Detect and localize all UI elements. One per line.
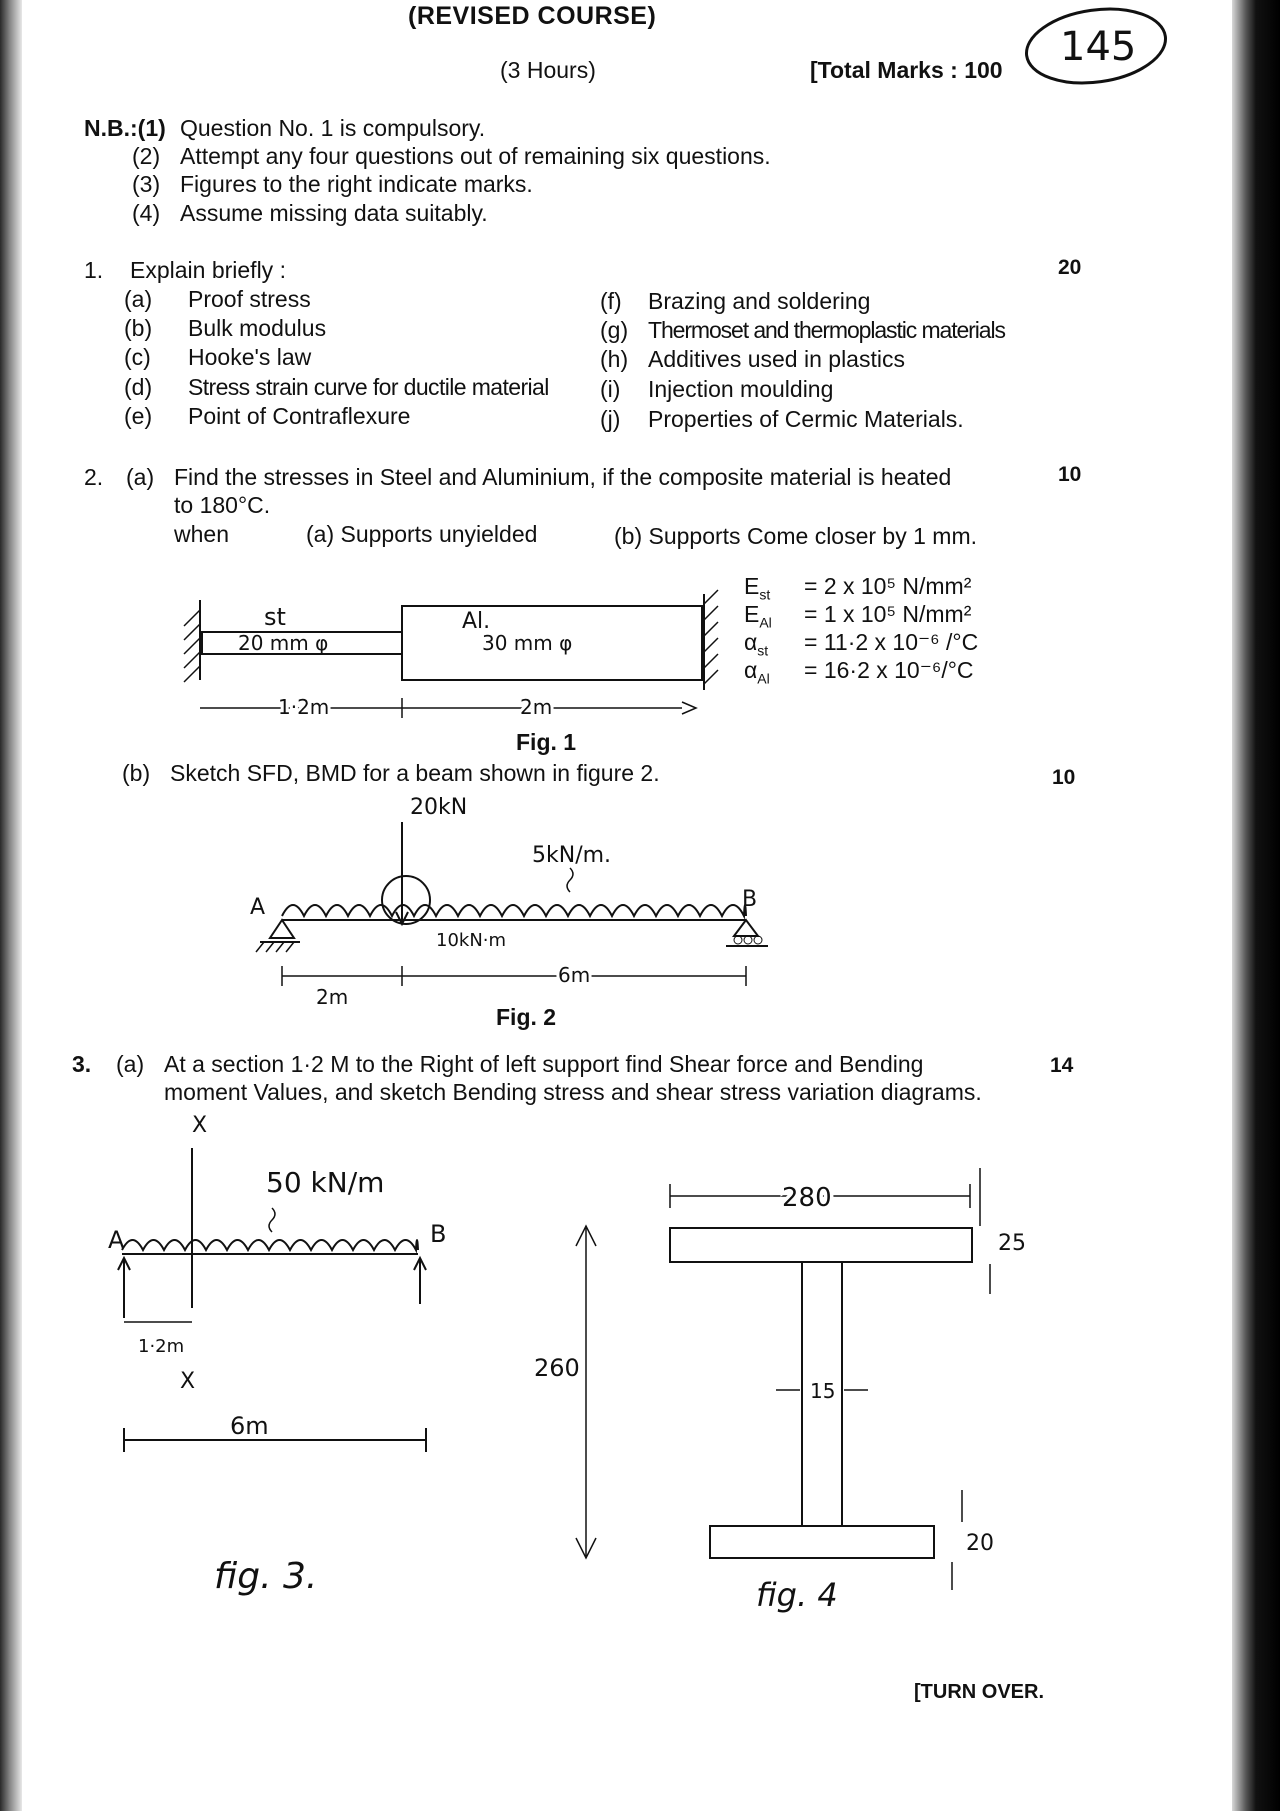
- point-load-label: 20kN: [410, 795, 468, 820]
- question-text: At a section 1·2 M to the Right of left support find Shear force and Bending: [164, 1051, 924, 1077]
- left-wall-hatching: [184, 610, 200, 682]
- property-symbol: $E_{st}$: [744, 573, 771, 603]
- item-key: (b): [124, 315, 153, 341]
- instruction-text: Figures to the right indicate marks.: [180, 171, 533, 197]
- bottom-flange: [710, 1526, 934, 1558]
- item-key: (g): [600, 317, 629, 343]
- aluminium-diameter: 30 mm φ: [482, 631, 573, 655]
- figure-4-caption: fig. 4: [756, 1576, 838, 1614]
- question-marks: 14: [1050, 1054, 1074, 1077]
- property-value: = 2 x 10⁵ N/mm²: [804, 573, 972, 599]
- end-a-label: A: [108, 1226, 125, 1254]
- question-text: Sketch SFD, BMD for a beam shown in figure 2.: [170, 760, 660, 786]
- question-text: to 180°C.: [174, 492, 271, 518]
- dimension-2m: 2m: [316, 985, 349, 1009]
- end-a-label: A: [250, 895, 266, 920]
- instruction-num: N.B.:(1): [84, 115, 166, 141]
- scan-right-edge: [1232, 0, 1280, 1811]
- part-label: (b): [122, 760, 151, 786]
- item-key: (d): [124, 374, 153, 400]
- property-symbol: $E_{Al}$: [744, 601, 772, 631]
- figure-1-composite-bar: [170, 580, 730, 750]
- property-value: = 1 x 10⁵ N/mm²: [804, 601, 972, 627]
- moment-label: 10kN·m: [436, 930, 507, 951]
- udl-label: 5kN/m.: [532, 843, 612, 868]
- question-marks: 10: [1052, 766, 1076, 789]
- item-key: (c): [124, 344, 151, 370]
- part-label: (a): [116, 1051, 145, 1077]
- span-label: 6m: [230, 1412, 269, 1440]
- instruction-num: (3): [132, 171, 161, 197]
- part-label: (a): [126, 464, 155, 490]
- figure-2-beam: [240, 790, 800, 1020]
- instruction-num: (2): [132, 143, 161, 169]
- course-title: (REVISED COURSE): [408, 2, 657, 30]
- section-distance: 1·2m: [138, 1336, 185, 1357]
- total-marks: [Total Marks : 100: [810, 57, 1003, 83]
- item-key: (a): [124, 286, 153, 312]
- steel-diameter: 20 mm φ: [238, 631, 329, 655]
- depth-label: 260: [534, 1354, 580, 1382]
- question-marks: 20: [1058, 256, 1082, 279]
- question-marks: 10: [1058, 463, 1082, 486]
- item-text: Injection moulding: [648, 376, 834, 402]
- top-flange: [670, 1228, 972, 1262]
- aluminium-label: Al.: [462, 609, 491, 634]
- udl-loading: [122, 1240, 418, 1250]
- property-value: = 16·2 x 10⁻⁶/°C: [804, 657, 974, 683]
- case-b: (b) Supports Come closer by 1 mm.: [614, 523, 978, 549]
- top-flange-thickness: 25: [998, 1231, 1026, 1256]
- steel-length: 1·2m: [278, 695, 330, 719]
- item-key: (f): [600, 288, 622, 314]
- figure-3-caption: fig. 3.: [214, 1556, 318, 1597]
- item-text: Additives used in plastics: [648, 346, 905, 372]
- steel-label: st: [264, 603, 286, 631]
- instruction-text: Question No. 1 is compulsory.: [180, 115, 486, 141]
- when-label: when: [174, 521, 229, 547]
- right-wall-hatching: [704, 590, 718, 684]
- aluminium-length: 2m: [520, 695, 553, 719]
- scan-left-edge: [0, 0, 22, 1811]
- question-number: 2.: [84, 464, 104, 490]
- roller-support-b: [734, 920, 758, 936]
- question-title: Explain briefly :: [130, 257, 286, 283]
- question-text: moment Values, and sketch Bending stress and shear stress variation diagrams.: [164, 1079, 982, 1105]
- page-number-stamp: [1018, 4, 1168, 94]
- item-key: (j): [600, 406, 621, 432]
- udl-loading: [282, 905, 746, 916]
- item-text: Hooke's law: [188, 344, 312, 370]
- end-b-label: B: [742, 887, 758, 912]
- figure-3-beam: [96, 1108, 476, 1628]
- figure-4-i-section: [530, 1150, 1026, 1620]
- question-number: 3.: [72, 1051, 92, 1077]
- bottom-flange-thickness: 20: [966, 1531, 994, 1556]
- udl-label: 50 kN/m: [266, 1166, 385, 1199]
- property-symbol: $\alpha_{Al}$: [744, 657, 770, 687]
- figure-1-caption: Fig. 1: [516, 729, 577, 755]
- question-text: Find the stresses in Steel and Aluminium, if the composite material is heated: [174, 464, 952, 490]
- item-key: (h): [600, 346, 629, 372]
- instruction-text: Attempt any four questions out of remaining six questions.: [180, 143, 771, 169]
- turn-over: [TURN OVER.: [914, 1681, 1044, 1703]
- item-text: Proof stress: [188, 286, 311, 312]
- property-value: = 11·2 x 10⁻⁶ /°C: [804, 629, 979, 655]
- property-symbol: $\alpha_{st}$: [744, 629, 769, 659]
- question-number: 1.: [84, 257, 104, 283]
- item-text: Stress strain curve for ductile material: [188, 374, 549, 400]
- item-key: (e): [124, 403, 153, 429]
- item-text: Thermoset and thermoplastic materials: [648, 317, 1005, 343]
- flange-width-label: 280: [782, 1183, 832, 1213]
- section-x-bottom: X: [180, 1369, 196, 1394]
- figure-2-caption: Fig. 2: [496, 1004, 557, 1030]
- item-text: Bulk modulus: [188, 315, 327, 341]
- section-x-top: X: [192, 1113, 208, 1138]
- dimension-6m: 6m: [558, 963, 591, 987]
- item-text: Point of Contraflexure: [188, 403, 411, 429]
- item-text: Brazing and soldering: [648, 288, 871, 314]
- instruction-num: (4): [132, 200, 161, 226]
- duration: (3 Hours): [500, 57, 596, 83]
- page-number-text: 145: [1060, 24, 1137, 70]
- pin-support-a: [270, 920, 294, 938]
- item-key: (i): [600, 376, 621, 402]
- instruction-text: Assume missing data suitably.: [180, 200, 488, 226]
- case-a: (a) Supports unyielded: [306, 521, 538, 547]
- web-thickness-label: 15: [810, 1379, 836, 1403]
- item-text: Properties of Cermic Materials.: [648, 406, 964, 432]
- end-b-label: B: [430, 1220, 447, 1248]
